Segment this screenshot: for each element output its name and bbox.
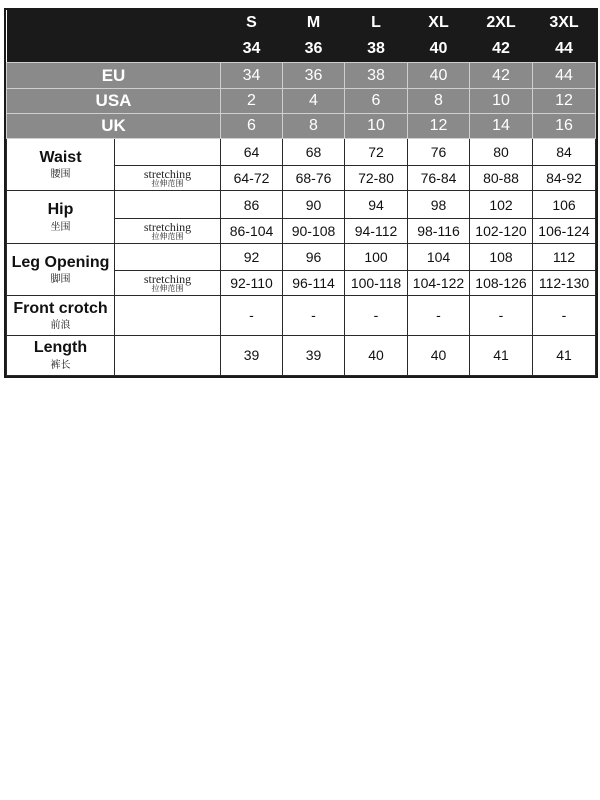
- conversion-cell: 10: [470, 88, 533, 113]
- measurement-value: -: [221, 296, 283, 335]
- measurement-value: 80: [470, 139, 533, 166]
- measurement-value: 76: [408, 139, 470, 166]
- conversion-row-usa: [7, 88, 596, 113]
- measurement-name-cell: [7, 139, 115, 191]
- stretch-value: 98-116: [408, 218, 470, 243]
- size-number: 42: [470, 35, 533, 63]
- measurement-value: -: [408, 296, 470, 335]
- stretch-value: 100-118: [345, 271, 408, 296]
- measurement-value: -: [533, 296, 596, 335]
- conversion-cell: 12: [533, 88, 596, 113]
- conversion-cell: 34: [221, 63, 283, 88]
- stretch-value: 64-72: [221, 166, 283, 191]
- measurement-name: Hip: [47, 201, 74, 219]
- size-number: 44: [533, 35, 596, 63]
- conversion-cell: 8: [408, 88, 470, 113]
- measurement-value: 40: [345, 335, 408, 375]
- conversion-cell: 10: [345, 113, 408, 138]
- sub-label-blank: [115, 335, 221, 375]
- measurement-value: 98: [408, 191, 470, 218]
- conversion-label: UK: [7, 113, 221, 138]
- size-number: 38: [345, 35, 408, 63]
- measurement-value: 41: [470, 335, 533, 375]
- stretch-value: 94-112: [345, 218, 408, 243]
- measurement-row-leg-opening: [7, 243, 596, 270]
- measurement-name-zh: 坐围: [50, 221, 71, 233]
- stretch-value: 106-124: [533, 218, 596, 243]
- size-3xl: 3XL: [533, 10, 596, 35]
- conversion-row-eu: [7, 63, 596, 88]
- measurement-name: Length: [33, 339, 88, 357]
- measurement-value: 94: [345, 191, 408, 218]
- sub-label-blank: [115, 191, 221, 218]
- measurement-value: 108: [470, 243, 533, 270]
- size-2xl: 2XL: [470, 10, 533, 35]
- measurement-name-zh: 前浪: [50, 319, 71, 331]
- measurement-name: Front crotch: [13, 299, 108, 317]
- stretch-label: stretching: [143, 167, 192, 182]
- measurement-value: 104: [408, 243, 470, 270]
- measurement-name: Leg Opening: [11, 253, 110, 271]
- size-m: M: [283, 10, 345, 35]
- stretch-label-zh: 拉伸范围: [151, 179, 184, 189]
- conversion-cell: 40: [408, 63, 470, 88]
- sub-label-blank: [115, 139, 221, 166]
- stretch-label-zh: 拉伸范围: [151, 231, 184, 241]
- stretch-value: 76-84: [408, 166, 470, 191]
- conversion-cell: 4: [283, 88, 345, 113]
- size-xl: XL: [408, 10, 470, 35]
- conversion-cell: 38: [345, 63, 408, 88]
- stretch-value: 86-104: [221, 218, 283, 243]
- measurement-value: 86: [221, 191, 283, 218]
- measurement-name-zh: 脚围: [50, 274, 71, 286]
- stretch-value: 108-126: [470, 271, 533, 296]
- stretch-label-cell: [115, 218, 221, 243]
- sub-label-blank: [115, 243, 221, 270]
- stretch-value: 96-114: [283, 271, 345, 296]
- measurement-value: 68: [283, 139, 345, 166]
- conversion-label: USA: [7, 88, 221, 113]
- stretch-label: stretching: [143, 272, 192, 287]
- conversion-cell: 42: [470, 63, 533, 88]
- measurement-value: 90: [283, 191, 345, 218]
- conversion-cell: 6: [345, 88, 408, 113]
- measurement-value: 100: [345, 243, 408, 270]
- measurement-name-zh: 裤长: [50, 359, 71, 371]
- size-l: L: [345, 10, 408, 35]
- measurement-name-zh: 腰围: [50, 169, 71, 181]
- measurement-name-cell: [7, 191, 115, 243]
- stretch-value: 92-110: [221, 271, 283, 296]
- conversion-cell: 2: [221, 88, 283, 113]
- measurement-value: 102: [470, 191, 533, 218]
- size-number: 34: [221, 35, 283, 63]
- stretch-value: 80-88: [470, 166, 533, 191]
- conversion-cell: 16: [533, 113, 596, 138]
- measurement-value: 39: [221, 335, 283, 375]
- measurement-value: 112: [533, 243, 596, 270]
- stretch-value: 104-122: [408, 271, 470, 296]
- size-number: 40: [408, 35, 470, 63]
- measurement-name-cell: [7, 243, 115, 295]
- measurement-value: 92: [221, 243, 283, 270]
- measurement-name: Waist: [39, 148, 82, 166]
- measurement-value: -: [283, 296, 345, 335]
- conversion-cell: 44: [533, 63, 596, 88]
- conversion-cell: 14: [470, 113, 533, 138]
- size-s: S: [221, 10, 283, 35]
- measurement-value: 41: [533, 335, 596, 375]
- size-header-row: [7, 10, 596, 35]
- measurement-value: 64: [221, 139, 283, 166]
- size-number: 36: [283, 35, 345, 63]
- stretch-value: 102-120: [470, 218, 533, 243]
- stretch-value: 84-92: [533, 166, 596, 191]
- sub-label-blank: [115, 296, 221, 335]
- size-chart-table: [6, 10, 596, 376]
- measurement-value: 72: [345, 139, 408, 166]
- measurement-value: 96: [283, 243, 345, 270]
- stretch-label-cell: [115, 271, 221, 296]
- stretch-label-zh: 拉伸范围: [151, 284, 184, 294]
- stretch-label-cell: [115, 166, 221, 191]
- size-number-row: [7, 35, 596, 63]
- measurement-value: 40: [408, 335, 470, 375]
- measurement-value: -: [470, 296, 533, 335]
- measurement-name-cell: [7, 335, 115, 375]
- conversion-row-uk: [7, 113, 596, 138]
- measurement-row-waist: [7, 139, 596, 166]
- conversion-cell: 6: [221, 113, 283, 138]
- stretch-label: stretching: [143, 219, 192, 234]
- measurement-value: 39: [283, 335, 345, 375]
- header-blank: [7, 35, 221, 63]
- measurement-value: 84: [533, 139, 596, 166]
- stretch-value: 112-130: [533, 271, 596, 296]
- measurement-name-cell: [7, 296, 115, 335]
- measurement-value: -: [345, 296, 408, 335]
- conversion-cell: 8: [283, 113, 345, 138]
- conversion-label: EU: [7, 63, 221, 88]
- header-blank: [7, 10, 221, 35]
- measurement-row-hip: [7, 191, 596, 218]
- measurement-row-length: [7, 335, 596, 375]
- conversion-cell: 36: [283, 63, 345, 88]
- measurement-row-front-crotch: [7, 296, 596, 335]
- stretch-value: 72-80: [345, 166, 408, 191]
- stretch-value: 68-76: [283, 166, 345, 191]
- conversion-cell: 12: [408, 113, 470, 138]
- measurement-value: 106: [533, 191, 596, 218]
- stretch-value: 90-108: [283, 218, 345, 243]
